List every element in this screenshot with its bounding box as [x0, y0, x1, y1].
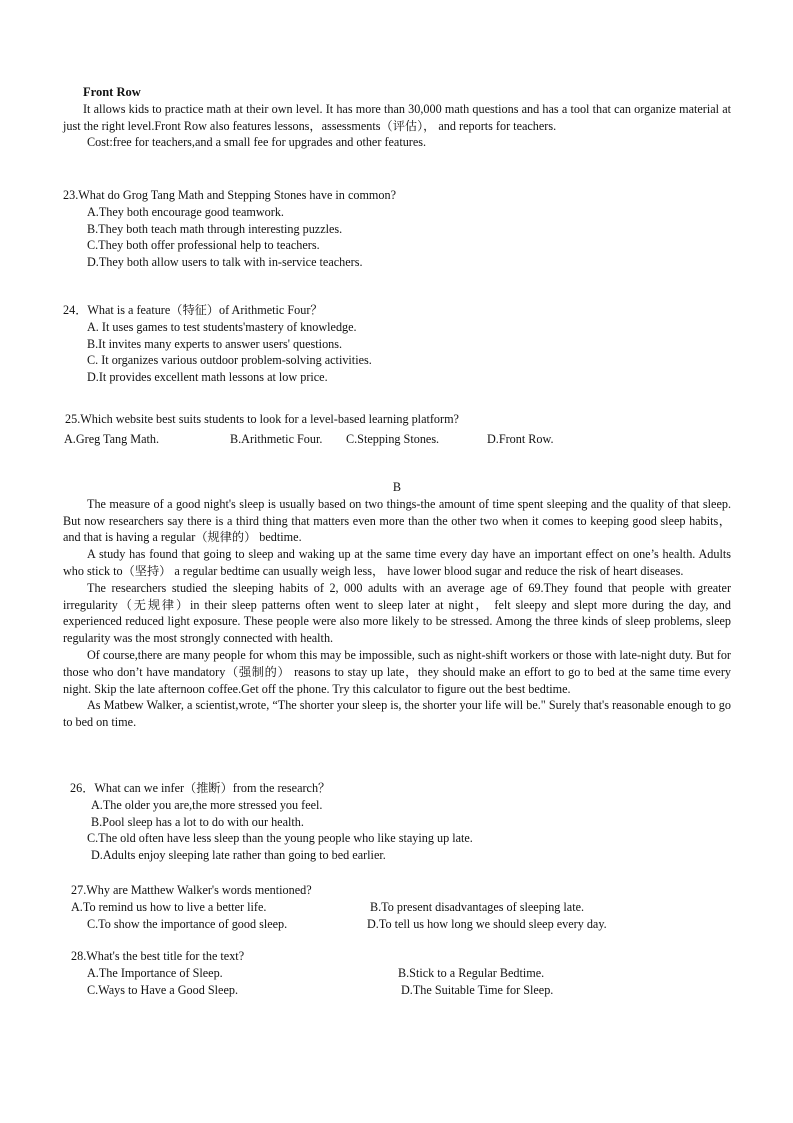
- passage-b-paragraph-2: A study has found that going to sleep and waking up at the same time every day have an important effect on one’s health. Adults who stick to（坚持） a regular bedtime can usually weigh less， have lower blood sugar and reduce the risk of heart diseases.: [63, 547, 731, 578]
- passage-b: [63, 479, 731, 731]
- passage-b-paragraph-3: The researchers studied the sleeping habits of 2, 000 adults with an average age of 69.They found that people with greater irregularity（无规律）in their sleep patterns often went to sleep later at night， felt sleepy and slept more during the day, and experienced reduced light exposure. These people were also more likely to be stressed. Among the three kinds of sleep problems, sleep regularity was the most strongly connected with health.: [63, 580, 731, 646]
- question-24-option-a: A. It uses games to test students'mastery of knowledge.: [87, 319, 357, 334]
- question-27-row-2: [63, 916, 731, 933]
- question-23: [63, 187, 731, 271]
- question-25-option-a: A.Greg Tang Math.: [64, 431, 160, 446]
- question-26-option-c: C.The old often have less sleep than the young people who like staying up late.: [87, 831, 473, 846]
- question-25-stem: 25.Which website best suits students to look for a level-based learning platform?: [65, 412, 459, 426]
- question-28-option-b: B.Stick to a Regular Bedtime.: [398, 965, 545, 980]
- question-26-stem: 26．What can we infer（推断）from the research？: [70, 781, 331, 795]
- question-24-option-b: B.It invites many experts to answer users' questions.: [87, 336, 343, 351]
- front-row-cost: Cost:free for teachers,and a small fee for upgrades and other features.: [87, 135, 427, 150]
- question-28-option-a: A.The Importance of Sleep.: [87, 965, 223, 980]
- question-25-option-d: D.Front Row.: [487, 431, 554, 446]
- question-24-option-c: C. It organizes various outdoor problem-solving activities.: [87, 353, 372, 368]
- question-27-stem: 27.Why are Matthew Walker's words mentioned?: [71, 883, 312, 897]
- question-27-option-b: B.To present disadvantages of sleeping late.: [370, 899, 585, 914]
- question-28-row-2: [63, 982, 731, 999]
- question-24: [63, 302, 731, 386]
- question-26-option-b: B.Pool sleep has a lot to do with our health.: [91, 814, 304, 829]
- question-25-option-b: B.Arithmetic Four.: [230, 431, 323, 446]
- front-row-title: Front Row: [83, 85, 141, 99]
- question-26-option-a: A.The older you are,the more stressed you feel.: [91, 797, 323, 812]
- question-27: [63, 882, 731, 933]
- question-23-option-d: D.They both allow users to talk with in-service teachers.: [87, 255, 363, 270]
- question-24-stem: 24．What is a feature（特征）of Arithmetic Four？: [63, 303, 323, 317]
- passage-b-paragraph-4: Of course,there are many people for whom this may be impossible, such as night-shift workers or those with late-night duty. But for those who don’t have mandatory（强制的） reasons to stay up late，they should make an effort to go to bed at the same time every night. Skip the late afternoon coffee.Get off the phone. Try this calculator to figure out the best bedtime.: [63, 647, 731, 696]
- question-25: [63, 411, 731, 449]
- question-26: [63, 780, 731, 864]
- question-23-option-a: A.They both encourage good teamwork.: [87, 204, 284, 219]
- question-23-option-c: C.They both offer professional help to teachers.: [87, 238, 320, 253]
- question-25-options: [63, 431, 731, 449]
- question-27-option-d: D.To tell us how long we should sleep every day.: [367, 916, 607, 931]
- question-26-option-d: D.Adults enjoy sleeping late rather than going to bed earlier.: [91, 848, 386, 863]
- question-27-option-c: C.To show the importance of good sleep.: [87, 916, 288, 931]
- question-24-option-d: D.It provides excellent math lessons at low price.: [87, 370, 328, 385]
- question-27-option-a: A.To remind us how to live a better life.: [71, 899, 267, 914]
- section-b-label: B: [392, 480, 402, 494]
- question-28: [63, 948, 731, 999]
- front-row-description: It allows kids to practice math at their own level. It has more than 30,000 math questions and has a tool that can organize material at just the right level.Front Row also features lessons，assessments（评估）， and reports for teachers.: [63, 101, 731, 133]
- question-28-option-c: C.Ways to Have a Good Sleep.: [87, 982, 238, 997]
- question-28-stem: 28.What's the best title for the text?: [71, 949, 245, 963]
- passage-b-paragraph-1: The measure of a good night's sleep is usually based on two things-the amount of time spent sleeping and the quality of that sleep. But now researchers say there is a third thing that matters even more than the other two when it comes to keeping good sleep habits， and that is having a regular（规律的） bedtime.: [63, 496, 731, 545]
- question-28-option-d: D.The Suitable Time for Sleep.: [401, 982, 554, 997]
- question-23-option-b: B.They both teach math through interesting puzzles.: [87, 221, 343, 236]
- question-28-row-1: [63, 965, 731, 982]
- question-23-stem: 23.What do Grog Tang Math and Stepping Stones have in common?: [63, 188, 397, 202]
- question-25-option-c: C.Stepping Stones.: [346, 431, 440, 446]
- passage-b-paragraph-5: As Matbew Walker, a scientist,wrote, “The shorter your sleep is, the shorter your life will be." Surely that's reasonable enough to go to bed on time.: [63, 698, 731, 730]
- front-row-section: [63, 84, 731, 151]
- question-27-row-1: [63, 899, 731, 916]
